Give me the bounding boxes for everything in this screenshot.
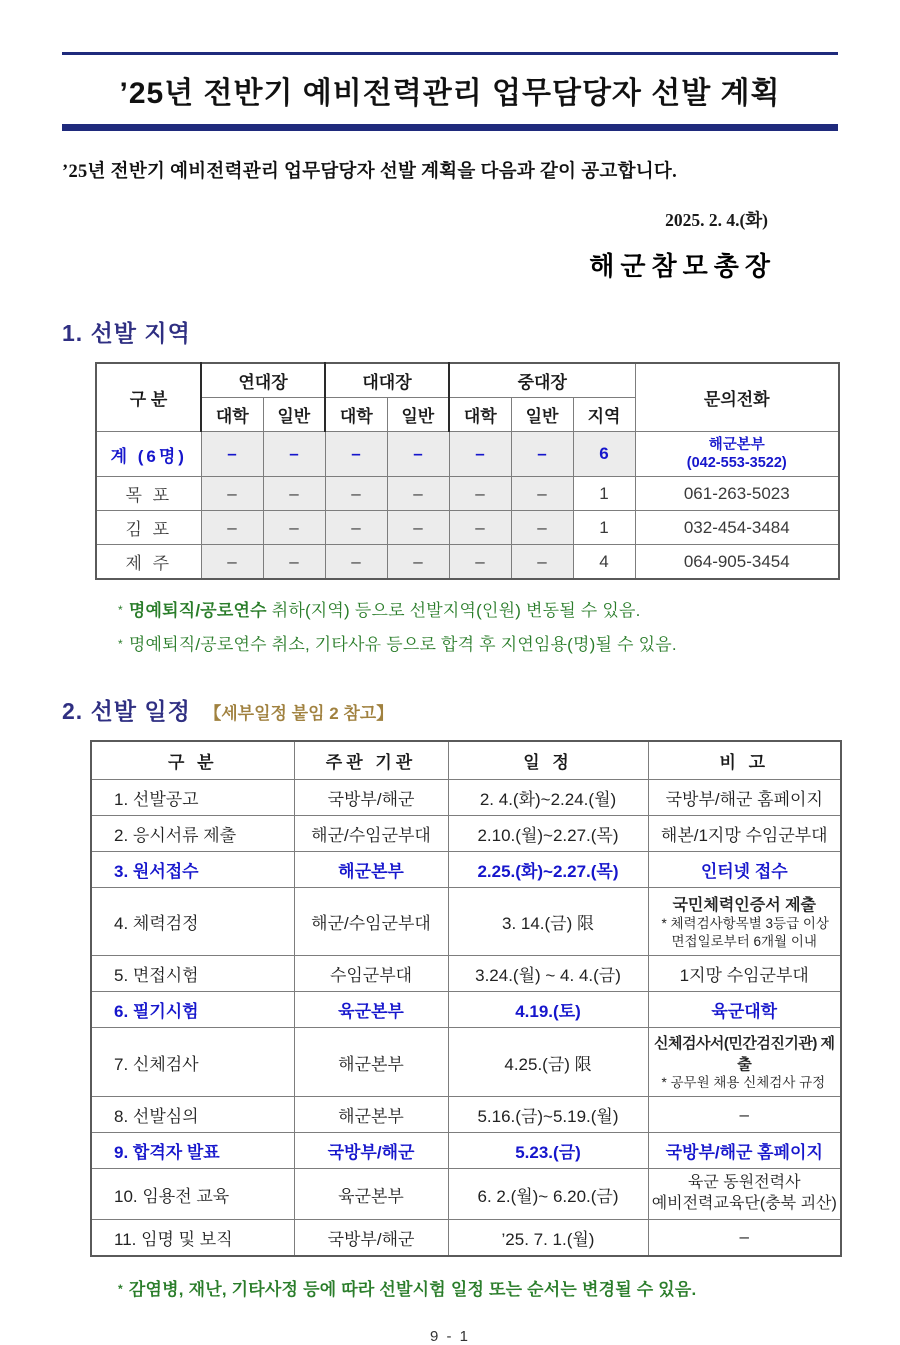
region-count-cell: 4	[573, 545, 635, 580]
region-header-phone: 문의전화	[635, 363, 839, 432]
schedule-remark: 인터넷 접수	[648, 851, 841, 887]
schedule-label: 1. 선발공고	[91, 779, 294, 815]
schedule-table	[90, 740, 842, 1256]
region-cell: –	[511, 477, 573, 511]
phone-cell: 061-263-5023	[635, 477, 839, 511]
schedule-org: 국방부/해군	[294, 1220, 448, 1256]
remark-line: 예비전력교육단(충북 괴산)	[651, 1195, 837, 1213]
phone-cell: 064-905-3454	[635, 545, 839, 580]
region-row-gimpo	[96, 511, 839, 545]
region-count-cell: 1	[573, 511, 635, 545]
remark-main: 신체검사서(민간검진기관) 제출	[653, 1035, 835, 1074]
region-cell: –	[325, 545, 387, 580]
schedule-row-physical-exam	[91, 1028, 841, 1097]
remark-sub: 면접일로부터 6개월 이내	[671, 933, 817, 949]
schedule-row-results	[91, 1133, 841, 1169]
region-cell: –	[449, 432, 511, 477]
remark-main: 국민체력인증서 제출	[672, 896, 817, 914]
schedule-label: 6. 필기시험	[91, 992, 294, 1028]
region-subheader-general: 일반	[511, 398, 573, 432]
schedule-org: 해군본부	[294, 1097, 448, 1133]
schedule-date: 4.25.(금) 限	[448, 1028, 648, 1097]
schedule-remark: 육군대학	[648, 992, 841, 1028]
region-row-jeju	[96, 545, 839, 580]
schedule-label: 7. 신체검사	[91, 1028, 294, 1097]
schedule-date: 3.24.(월) ~ 4. 4.(금)	[448, 956, 648, 992]
region-subheader-univ: 대학	[201, 398, 263, 432]
signature-navy-chief: 해군참모총장	[589, 252, 776, 281]
schedule-org: 해군/수임군부대	[294, 887, 448, 955]
region-cell: –	[325, 511, 387, 545]
schedule-date: 4.19.(토)	[448, 992, 648, 1028]
schedule-date: 3. 14.(금) 限	[448, 887, 648, 955]
schedule-date: 6. 2.(월)~ 6.20.(금)	[448, 1169, 648, 1220]
region-cell: –	[511, 432, 573, 477]
note-text: 감염병, 재난, 기타사정 등에 따라 선발시험 일정 또는 순서는 변경될 수 있음.	[128, 1279, 697, 1299]
schedule-label: 10. 임용전 교육	[91, 1169, 294, 1220]
schedule-label: 3. 원서접수	[91, 851, 294, 887]
region-subheader-general: 일반	[263, 398, 325, 432]
schedule-header-category: 구 분	[91, 741, 294, 779]
schedule-row-fitness	[91, 887, 841, 955]
region-cell: –	[325, 432, 387, 477]
schedule-label: 2. 응시서류 제출	[91, 815, 294, 851]
intro-text: ’25년 전반기 예비전력관리 업무담당자 선발 계획을 다음과 같이 공고합니다.	[62, 162, 678, 182]
note-bold-text: 명예퇴직/공로연수	[128, 601, 267, 621]
schedule-org: 해군본부	[294, 851, 448, 887]
note-schedule-change	[118, 1275, 838, 1300]
note-region-change	[118, 596, 838, 621]
schedule-remark	[648, 887, 841, 955]
region-cell: –	[511, 545, 573, 580]
remark-line: 육군 동원전력사	[687, 1174, 801, 1192]
region-cell: –	[387, 545, 449, 580]
region-row-label: 제 주	[96, 545, 201, 580]
region-cell: –	[201, 432, 263, 477]
asterisk-marker: *	[118, 637, 123, 652]
schedule-remark: 국방부/해군 홈페이지	[648, 779, 841, 815]
region-cell: –	[325, 477, 387, 511]
schedule-remark: 1지망 수임군부대	[648, 956, 841, 992]
region-cell: –	[449, 545, 511, 580]
phone-number: (042-553-3522)	[686, 455, 787, 472]
region-cell: –	[387, 432, 449, 477]
schedule-org: 국방부/해군	[294, 1133, 448, 1169]
phone-org: 해군본부	[708, 437, 765, 453]
region-row-total	[96, 432, 839, 477]
announce-date: 2025. 2. 4.(화)	[665, 210, 768, 230]
schedule-org: 육군본부	[294, 1169, 448, 1220]
region-count-cell: 6	[573, 432, 635, 477]
region-row-label: 목 포	[96, 477, 201, 511]
schedule-org: 국방부/해군	[294, 779, 448, 815]
phone-cell: 032-454-3484	[635, 511, 839, 545]
schedule-remark	[648, 1169, 841, 1220]
region-cell: –	[201, 511, 263, 545]
schedule-org: 해군본부	[294, 1028, 448, 1097]
note-text: 명예퇴직/공로연수 취소, 기타사유 등으로 합격 후 지연임용(명)될 수 있음.	[128, 635, 677, 655]
region-subheader-univ: 대학	[325, 398, 387, 432]
asterisk-marker: *	[118, 603, 123, 618]
note-text: 취하(지역) 등으로 선발지역(인원) 변동될 수 있음.	[266, 601, 641, 621]
asterisk-marker: *	[118, 1281, 123, 1296]
region-subheader-region: 지역	[573, 398, 635, 432]
region-row-mokpo	[96, 477, 839, 511]
schedule-remark: –	[648, 1097, 841, 1133]
schedule-org: 수임군부대	[294, 956, 448, 992]
region-header-row-groups	[96, 363, 839, 398]
section1-heading: 1. 선발 지역	[62, 320, 191, 346]
schedule-label: 4. 체력검정	[91, 887, 294, 955]
region-cell: –	[511, 511, 573, 545]
region-cell: –	[449, 477, 511, 511]
section1-notes	[118, 596, 838, 655]
schedule-label: 11. 임명 및 보직	[91, 1220, 294, 1256]
schedule-label: 8. 선발심의	[91, 1097, 294, 1133]
region-cell: –	[201, 545, 263, 580]
remark-sub: * 공무원 채용 신체검사 규정	[661, 1075, 826, 1091]
region-cell: –	[263, 545, 325, 580]
region-subheader-univ: 대학	[449, 398, 511, 432]
schedule-org: 육군본부	[294, 992, 448, 1028]
region-header-battalion: 대대장	[325, 363, 449, 398]
region-cell: –	[263, 477, 325, 511]
schedule-date: 5.16.(금)~5.19.(월)	[448, 1097, 648, 1133]
note-delayed-appointment	[118, 630, 838, 655]
region-cell: –	[387, 511, 449, 545]
schedule-header-remark: 비 고	[648, 741, 841, 779]
schedule-date: 2.10.(월)~2.27.(목)	[448, 815, 648, 851]
section2-heading-note: 【세부일정 붙임 2 참고】	[204, 704, 394, 724]
schedule-date: 2.25.(화)~2.27.(목)	[448, 851, 648, 887]
region-table	[95, 362, 840, 580]
region-cell: –	[387, 477, 449, 511]
schedule-row-appointment	[91, 1220, 841, 1256]
schedule-header-row	[91, 741, 841, 779]
region-cell: –	[449, 511, 511, 545]
schedule-date: 2. 4.(화)~2.24.(월)	[448, 779, 648, 815]
schedule-remark: 해본/1지망 수임군부대	[648, 815, 841, 851]
region-cell: –	[263, 432, 325, 477]
section2-heading	[62, 693, 838, 726]
schedule-remark	[648, 1028, 841, 1097]
region-row-label: 김 포	[96, 511, 201, 545]
page-title: ’25년 전반기 예비전력관리 업무담당자 선발 계획	[119, 77, 781, 110]
phone-cell	[635, 432, 839, 477]
schedule-remark: –	[648, 1220, 841, 1256]
region-header-category: 구 분	[96, 363, 201, 432]
schedule-header-date: 일 정	[448, 741, 648, 779]
schedule-row-interview	[91, 956, 841, 992]
schedule-label: 5. 면접시험	[91, 956, 294, 992]
page-number: 9 - 1	[429, 1327, 470, 1345]
region-cell: –	[201, 477, 263, 511]
schedule-row-announcement	[91, 779, 841, 815]
schedule-remark: 국방부/해군 홈페이지	[648, 1133, 841, 1169]
region-count-cell: 1	[573, 477, 635, 511]
schedule-row-written-exam	[91, 992, 841, 1028]
schedule-date: 5.23.(금)	[448, 1133, 648, 1169]
region-row-label: 계 (6명)	[96, 432, 201, 477]
region-subheader-general: 일반	[387, 398, 449, 432]
schedule-row-documents	[91, 815, 841, 851]
title-rule-bottom	[62, 124, 838, 131]
region-header-regiment: 연대장	[201, 363, 325, 398]
region-header-company: 중대장	[449, 363, 635, 398]
remark-sub: * 체력검사항목별 3등급 이상	[661, 915, 829, 931]
schedule-org: 해군/수임군부대	[294, 815, 448, 851]
schedule-row-application	[91, 851, 841, 887]
schedule-label: 9. 합격자 발표	[91, 1133, 294, 1169]
section2-heading-text: 2. 선발 일정	[62, 698, 191, 725]
region-cell: –	[263, 511, 325, 545]
schedule-row-pre-appointment-training	[91, 1169, 841, 1220]
schedule-date: ’25. 7. 1.(월)	[448, 1220, 648, 1256]
section2-note	[118, 1275, 838, 1300]
schedule-header-org: 주관 기관	[294, 741, 448, 779]
schedule-row-selection-review	[91, 1097, 841, 1133]
